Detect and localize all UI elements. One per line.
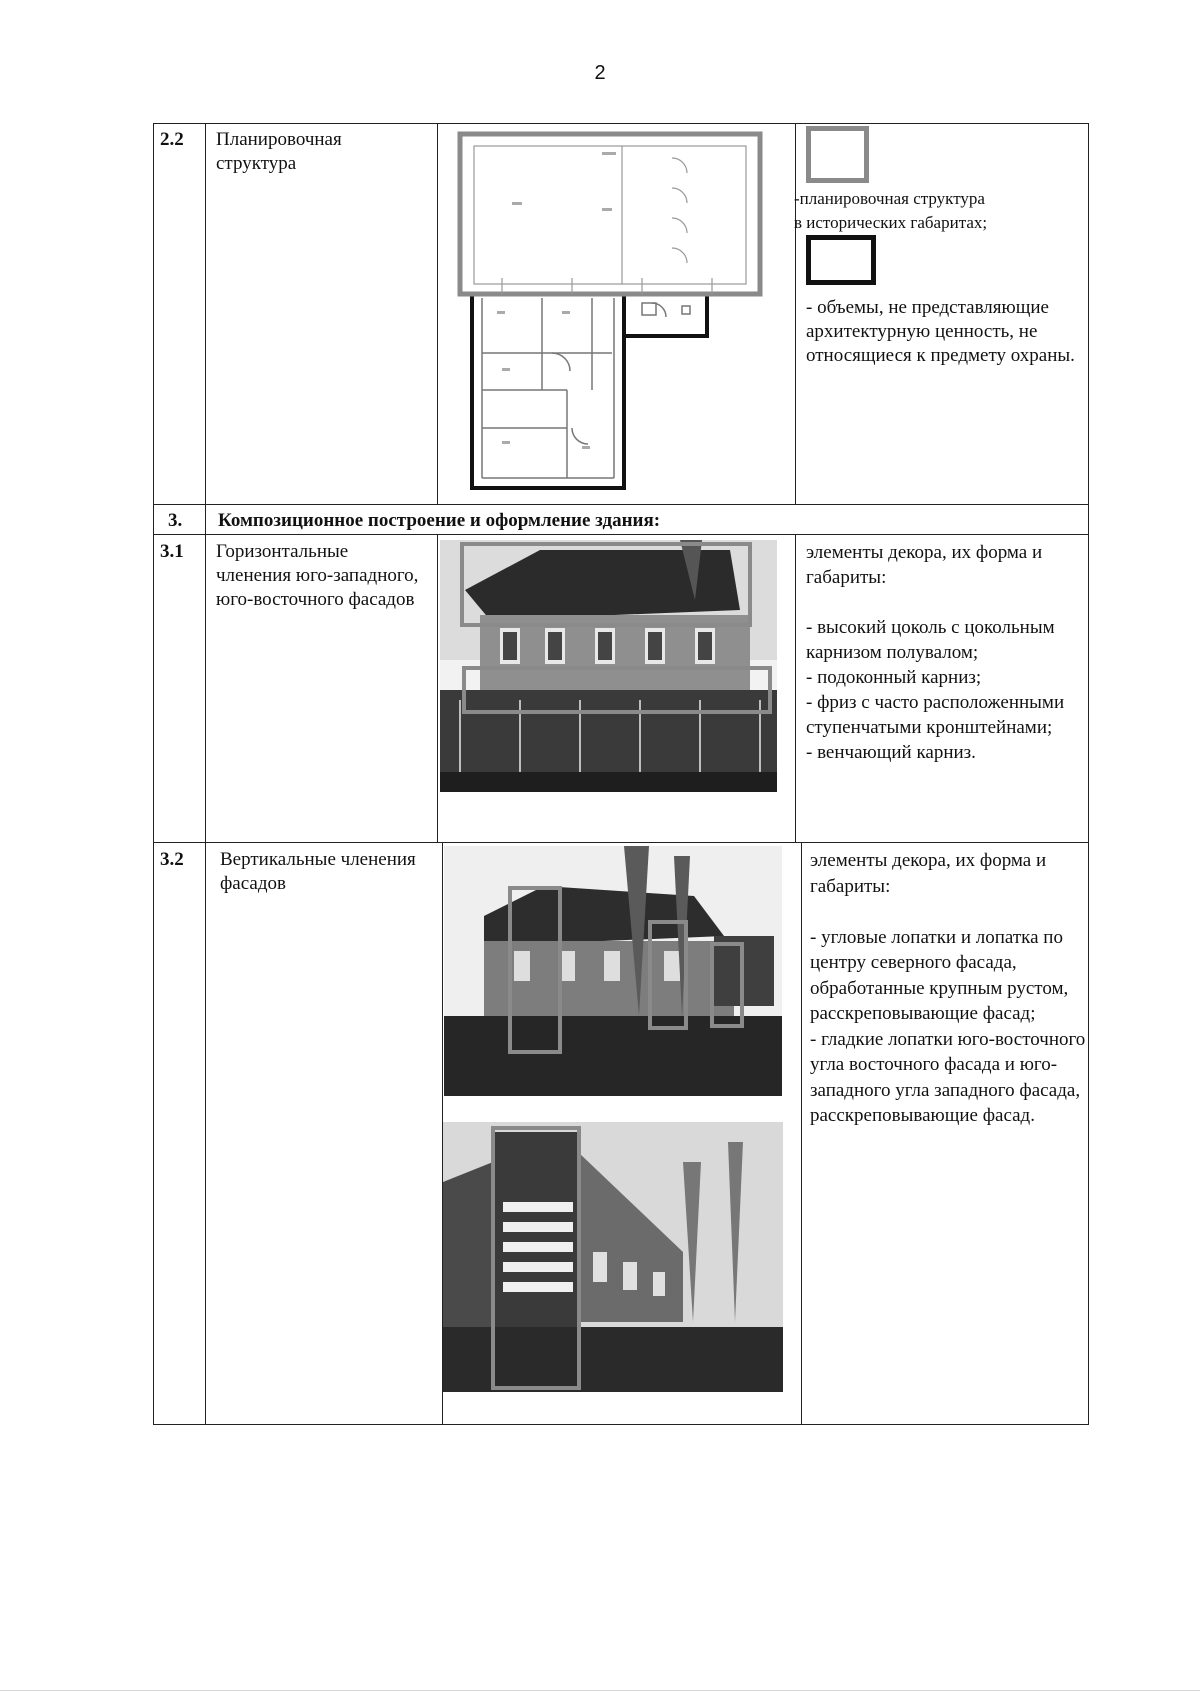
page-number: 2 bbox=[594, 62, 606, 84]
row-title: Горизонтальные членения юго-западного, юго-восточного фасадов bbox=[216, 541, 419, 610]
row-number: 3.1 bbox=[160, 541, 184, 562]
table-rule bbox=[801, 842, 802, 1425]
pilaster-highlight bbox=[648, 920, 688, 1030]
pilaster-highlight bbox=[710, 942, 744, 1028]
row-number: 2.2 bbox=[160, 129, 184, 150]
table-rule bbox=[153, 1424, 1088, 1425]
legend-non-value-label: - объемы, не представляющие архитектурную ценность, не относящиеся к предмету охраны. bbox=[806, 297, 1075, 366]
plinth-highlight bbox=[462, 666, 772, 714]
table-rule bbox=[437, 123, 438, 505]
legend-historic-label: -планировочная структура в исторических габаритах; bbox=[794, 189, 988, 232]
scan-edge bbox=[0, 1690, 1200, 1691]
facade-photo-southwest bbox=[440, 540, 777, 792]
cornice-highlight bbox=[460, 542, 752, 627]
facade-photo-north bbox=[444, 846, 782, 1096]
floor-plan bbox=[442, 128, 792, 500]
table-rule bbox=[153, 123, 1088, 124]
section-title: Композиционное построение и оформление здания: bbox=[218, 510, 661, 531]
table-rule bbox=[153, 123, 154, 1425]
table-rule bbox=[153, 504, 1088, 505]
row-number: 3.2 bbox=[160, 849, 184, 870]
table-rule bbox=[437, 534, 438, 842]
pilaster-highlight bbox=[491, 1126, 581, 1390]
table-rule bbox=[795, 534, 796, 842]
section-number: 3. bbox=[168, 510, 183, 531]
table-rule bbox=[153, 534, 1088, 535]
table-rule bbox=[153, 842, 1088, 843]
floor-plan-drawing bbox=[442, 128, 792, 500]
row-title: Планировочная структура bbox=[216, 129, 342, 174]
pilaster-highlight bbox=[508, 886, 562, 1054]
row-description: элементы декора, их форма и габариты: - угловые лопатки и лопатка по центру северного фасада, обработанные крупным рустом, расскреповывающие фасад; - гладкие лопатки юго-восточного угла восточного фасада и юго-западного угла западного фасада, расскреповывающие фасад. bbox=[810, 850, 1086, 1126]
row-title: Вертикальные членения фасадов bbox=[220, 849, 416, 894]
legend-non-value-swatch bbox=[806, 235, 876, 285]
facade-photo-corner bbox=[443, 1122, 783, 1392]
table-rule bbox=[795, 123, 796, 505]
row-description: элементы декора, их форма и габариты: - высокий цоколь с цокольным карнизом полувалом; - подоконный карниз; - фриз с часто расположенными ступенчатыми кронштейнами; - венчающий карниз. bbox=[806, 542, 1065, 763]
legend-historic-swatch bbox=[806, 126, 869, 183]
table-rule bbox=[205, 123, 206, 1425]
